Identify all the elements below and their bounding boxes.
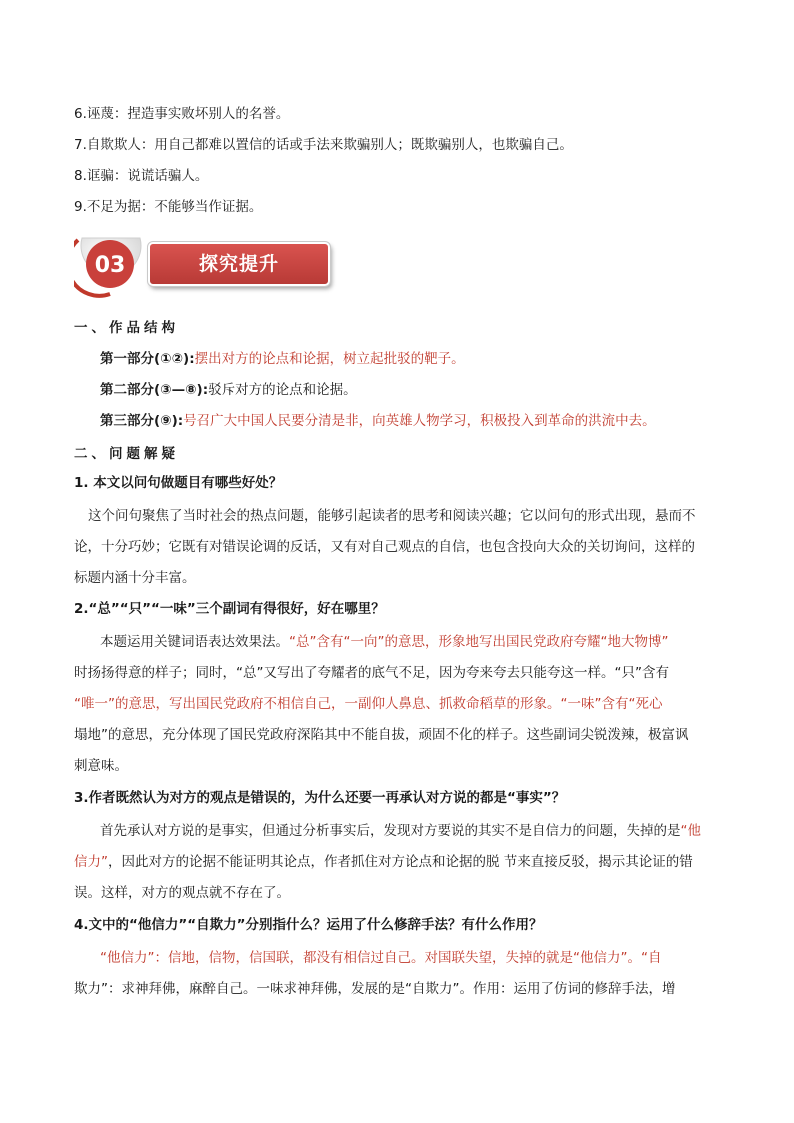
section-badge xyxy=(74,232,334,302)
definition-6: 6.诬蔑：捏造事实败坏别人的名誉。 xyxy=(74,106,290,122)
definition-8: 8.诓骗：说谎话骗人。 xyxy=(74,168,209,184)
section-title-questions: 二、问题解疑 xyxy=(74,446,179,462)
definition-7: 7.自欺欺人：用自己都难以置信的话或手法来欺骗别人；既欺骗别人，也欺骗自己。 xyxy=(74,137,573,153)
answer-2: 本题运用关键词语表达效果法。“总”含有“一向”的意思，形象地写出国民党政府夸耀“地大物博” 时扬扬得意的样子；同时，“总”又写出了夸耀者的底气不足，因为夸来夸去只能夸这一样。“只”含有 “唯一”的意思，写出国民党政府不相信自己，一副仰人鼻息、抓救命稻草的形象。“一味”含有“死心 塌地”的意思，充分体现了国民党政府深陷其中不能自拔，顽固不化的样子。这些副词尖锐泼辣，极富讽 刺意味。 xyxy=(74,634,689,774)
question-2: 2.“总”“只”“一味”三个副词有得很好，好在哪里？ xyxy=(74,601,385,617)
answer-1: 这个问句聚焦了当时社会的热点问题，能够引起读者的思考和阅读兴趣；它以问句的形式出现，悬而不 论，十分巧妙；它既有对错误论调的反话，又有对自己观点的自信，也包含投向大众的关切询问，这样的 标题内涵十分丰富。 xyxy=(74,508,696,586)
section-banner: 探究提升 xyxy=(148,242,330,286)
badge-circle-icon xyxy=(74,232,146,298)
answer-4: “他信力”：信地，信物，信国联，都没有相信过自己。对国联失望，失掉的就是“他信力”。“自 欺力”：求神拜佛，麻醉自己。一味求神拜佛，发展的是“自欺力”。作用：运用了仿词的修辞手法，增 xyxy=(74,950,676,997)
structure-part-3: 第三部分(⑨):号召广大中国人民要分清是非，向英雄人物学习，积极投入到革命的洪流中去。 xyxy=(100,413,656,429)
definition-9: 9.不足为据：不能够当作证据。 xyxy=(74,199,263,215)
question-3: 3.作者既然认为对方的观点是错误的，为什么还要一再承认对方说的都是“事实”？ xyxy=(74,790,566,806)
section-title-structure: 一、作品结构 xyxy=(74,320,179,336)
structure-part-1: 第一部分(①②):摆出对方的论点和论据，树立起批驳的靶子。 xyxy=(100,351,465,367)
answer-3: 首先承认对方说的是事实，但通过分析事实后，发现对方要说的其实不是自信力的问题，失掉的是“他 信力”，因此对方的论据不能证明其论点，作者抓住对方论点和论据的脱 节来直接反驳，揭示其论证的错 误。这样，对方的观点就不存在了。 xyxy=(74,823,701,901)
structure-part-2: 第二部分(③—⑧):驳斥对方的论点和论据。 xyxy=(100,382,357,398)
badge-number: 03 xyxy=(94,253,126,278)
question-4: 4.文中的“他信力”“自欺力”分别指什么？运用了什么修辞手法？有什么作用？ xyxy=(74,917,543,933)
question-1: 1. 本文以问句做题目有哪些好处？ xyxy=(74,475,283,491)
